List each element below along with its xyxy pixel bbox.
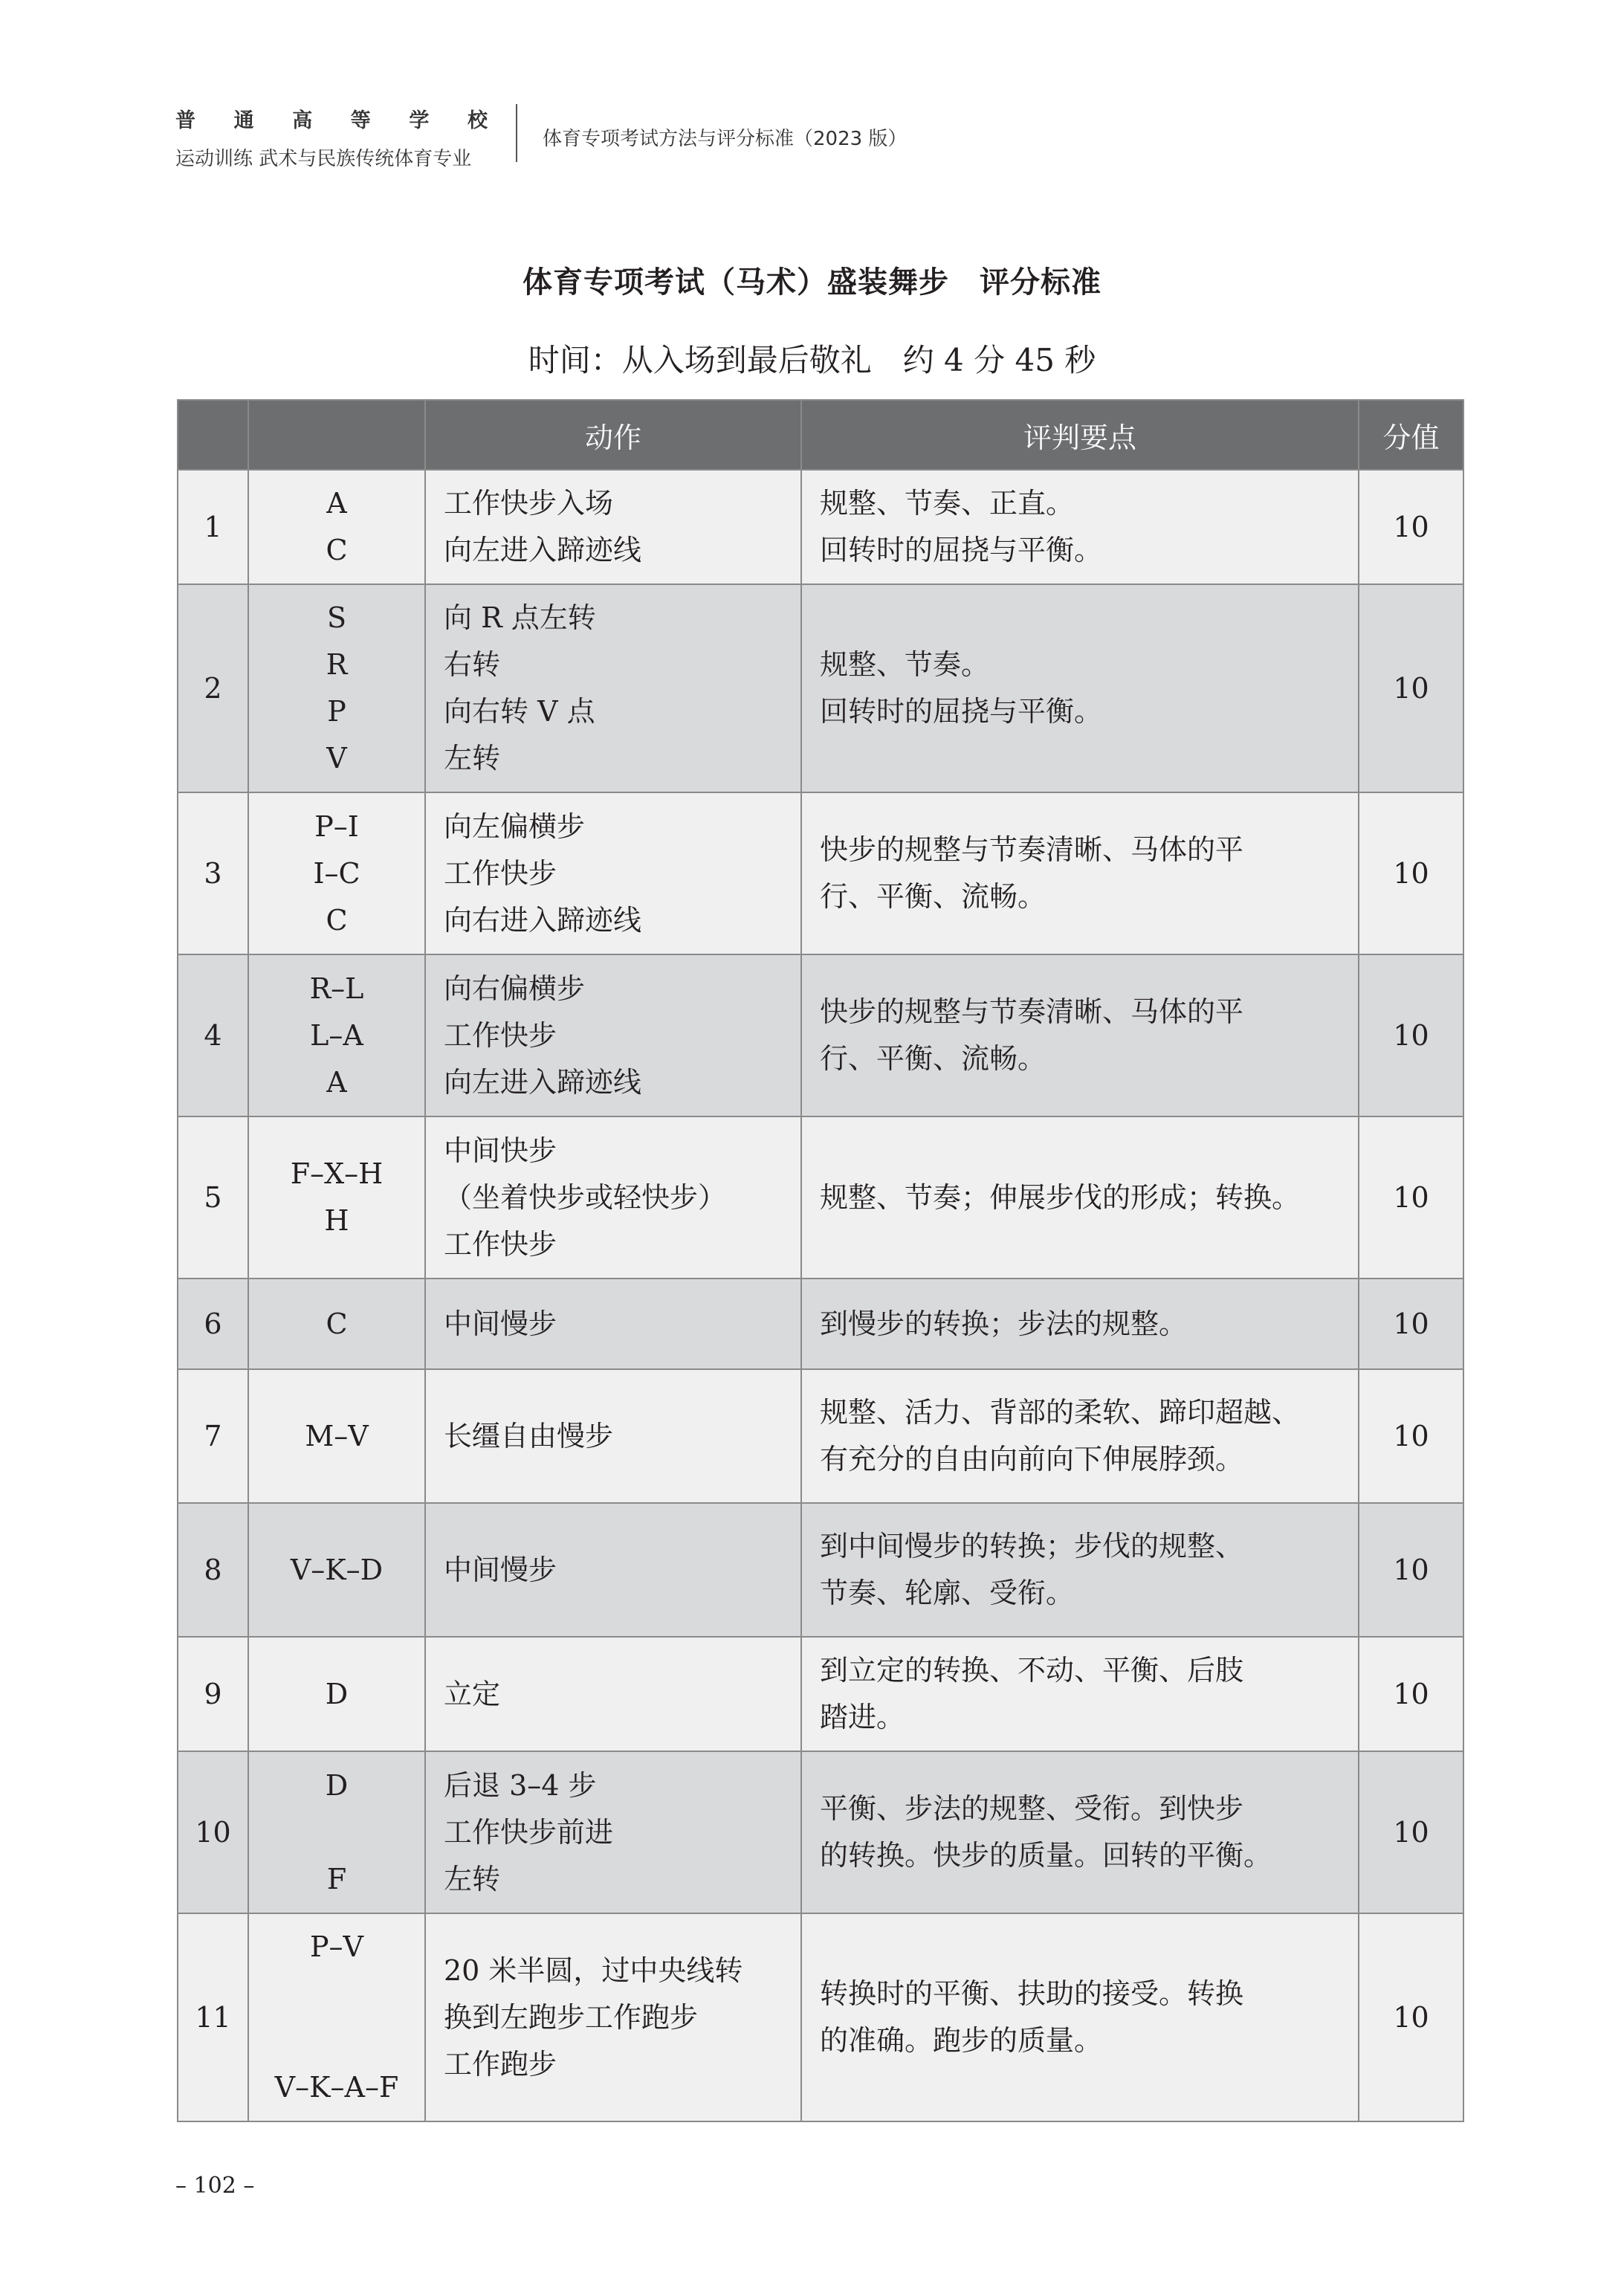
points-line bbox=[249, 2017, 424, 2064]
judging-criteria bbox=[801, 470, 1359, 584]
actions-line: 右转 bbox=[444, 648, 501, 681]
judging-criteria bbox=[801, 954, 1359, 1116]
arena-points bbox=[248, 792, 425, 954]
points-line: C bbox=[326, 534, 348, 566]
col-header-number bbox=[178, 400, 248, 470]
score-value: 10 bbox=[1359, 1751, 1463, 1913]
table-header-row bbox=[178, 400, 1463, 470]
criteria-line: 规整、节奏；伸展步伐的形成；转换。 bbox=[820, 1180, 1301, 1214]
actions-line: 向左进入蹄迹线 bbox=[444, 1065, 642, 1099]
criteria-line: 回转时的屈挠与平衡。 bbox=[820, 695, 1103, 728]
points-line: F bbox=[326, 1862, 347, 1895]
criteria-line: 有充分的自由向前向下伸展脖颈。 bbox=[820, 1443, 1244, 1475]
actions-line: 换到左跑步工作跑步 bbox=[444, 2000, 699, 2034]
actions-line: 长缰自由慢步 bbox=[444, 1419, 614, 1452]
points-line: L–A bbox=[310, 1018, 363, 1052]
table-row bbox=[178, 584, 1463, 792]
points-line: C bbox=[326, 903, 348, 937]
score-value: 10 bbox=[1359, 1637, 1463, 1751]
judging-criteria bbox=[801, 1751, 1359, 1913]
running-header-left bbox=[175, 104, 488, 171]
score-value: 10 bbox=[1359, 1503, 1463, 1637]
points-line: M–V bbox=[305, 1419, 369, 1452]
score-value: 10 bbox=[1359, 954, 1463, 1116]
actions-line: 向 R 点左转 bbox=[444, 601, 596, 634]
movement-actions bbox=[425, 954, 801, 1116]
judging-criteria bbox=[801, 1503, 1359, 1637]
criteria-line: 规整、节奏、正直。 bbox=[820, 487, 1075, 520]
table-row bbox=[178, 470, 1463, 584]
criteria-line: 规整、节奏。 bbox=[820, 648, 990, 681]
points-line: A bbox=[326, 1065, 347, 1099]
arena-points bbox=[248, 1503, 425, 1637]
arena-points bbox=[248, 954, 425, 1116]
actions-line: 向左进入蹄迹线 bbox=[444, 534, 642, 566]
criteria-line: 转换时的平衡、扶助的接受。转换 bbox=[820, 1977, 1244, 2010]
actions-line: （坐着快步或轻快步） bbox=[444, 1180, 727, 1214]
row-number: 4 bbox=[178, 954, 248, 1116]
judging-criteria bbox=[801, 584, 1359, 792]
movement-actions bbox=[425, 1503, 801, 1637]
actions-line: 工作快步 bbox=[444, 1227, 557, 1261]
row-number: 5 bbox=[178, 1116, 248, 1279]
score-value: 10 bbox=[1359, 1116, 1463, 1279]
criteria-line: 到立定的转换、不动、平衡、后肢 bbox=[820, 1654, 1244, 1687]
points-line: V–K–A–F bbox=[274, 2071, 399, 2104]
judging-criteria bbox=[801, 1116, 1359, 1279]
arena-points bbox=[248, 1116, 425, 1279]
row-number: 10 bbox=[178, 1751, 248, 1913]
actions-line: 立定 bbox=[444, 1677, 501, 1710]
table-row bbox=[178, 1751, 1463, 1913]
points-line: F–X–H bbox=[290, 1157, 384, 1190]
criteria-line: 行、平衡、流畅。 bbox=[820, 880, 1046, 913]
row-number: 3 bbox=[178, 792, 248, 954]
points-line: H bbox=[324, 1204, 349, 1237]
judging-criteria bbox=[801, 1369, 1359, 1503]
table-row bbox=[178, 1913, 1463, 2121]
actions-line: 向右转 V 点 bbox=[444, 695, 595, 728]
page-number: – 102 – bbox=[175, 2173, 255, 2199]
judging-criteria bbox=[801, 1637, 1359, 1751]
points-line: A bbox=[326, 487, 347, 520]
judging-criteria bbox=[801, 1913, 1359, 2121]
actions-line: 向右进入蹄迹线 bbox=[444, 903, 642, 937]
header-school-type: 普 通 高 等 学 校 bbox=[175, 109, 488, 132]
judging-criteria bbox=[801, 792, 1359, 954]
actions-line: 20 米半圆，过中央线转 bbox=[444, 1953, 743, 1987]
points-line: P–V bbox=[309, 1930, 363, 1963]
actions-line: 左转 bbox=[444, 1862, 501, 1895]
points-line: D bbox=[325, 1768, 349, 1802]
points-line: C bbox=[326, 1307, 348, 1340]
actions-line: 中间快步 bbox=[444, 1134, 557, 1167]
points-line bbox=[249, 1971, 424, 2017]
row-number: 2 bbox=[178, 584, 248, 792]
actions-line: 工作跑步 bbox=[444, 2047, 557, 2081]
arena-points bbox=[248, 1279, 425, 1369]
score-value: 10 bbox=[1359, 1913, 1463, 2121]
actions-line: 中间慢步 bbox=[444, 1553, 557, 1586]
table-row bbox=[178, 954, 1463, 1116]
points-line bbox=[249, 1809, 424, 1856]
criteria-line: 的转换。快步的质量。回转的平衡。 bbox=[820, 1839, 1272, 1872]
table-row bbox=[178, 1369, 1463, 1503]
row-number: 11 bbox=[178, 1913, 248, 2121]
score-value: 10 bbox=[1359, 470, 1463, 584]
criteria-line: 回转时的屈挠与平衡。 bbox=[820, 534, 1103, 566]
arena-points bbox=[248, 470, 425, 584]
criteria-line: 到中间慢步的转换；步伐的规整、 bbox=[820, 1530, 1244, 1562]
movement-actions bbox=[425, 1369, 801, 1503]
actions-line: 中间慢步 bbox=[444, 1307, 557, 1340]
row-number: 1 bbox=[178, 470, 248, 584]
actions-line: 工作快步入场 bbox=[444, 487, 614, 520]
table-row bbox=[178, 1503, 1463, 1637]
col-header-action: 动作 bbox=[425, 400, 801, 470]
criteria-line: 平衡、步法的规整、受衔。到快步 bbox=[820, 1792, 1244, 1825]
criteria-line: 快步的规整与节奏清晰、马体的平 bbox=[820, 833, 1244, 866]
score-value: 10 bbox=[1359, 792, 1463, 954]
actions-line: 工作快步 bbox=[444, 856, 557, 890]
score-value: 10 bbox=[1359, 1279, 1463, 1369]
criteria-line: 快步的规整与节奏清晰、马体的平 bbox=[820, 995, 1244, 1028]
table-body bbox=[178, 470, 1463, 2121]
arena-points bbox=[248, 1751, 425, 1913]
movement-actions bbox=[425, 1279, 801, 1369]
score-value: 10 bbox=[1359, 1369, 1463, 1503]
table-row bbox=[178, 1279, 1463, 1369]
actions-line: 后退 3–4 步 bbox=[444, 1768, 597, 1802]
points-line: P–I bbox=[314, 809, 359, 843]
movement-actions bbox=[425, 1116, 801, 1279]
actions-line: 工作快步 bbox=[444, 1018, 557, 1052]
criteria-line: 的准确。跑步的质量。 bbox=[820, 2024, 1103, 2057]
movement-actions bbox=[425, 584, 801, 792]
criteria-line: 踏进。 bbox=[820, 1701, 905, 1733]
arena-points bbox=[248, 1369, 425, 1503]
table-row bbox=[178, 792, 1463, 954]
table-row bbox=[178, 1637, 1463, 1751]
col-header-points bbox=[248, 400, 425, 470]
arena-points bbox=[248, 584, 425, 792]
arena-points bbox=[248, 1637, 425, 1751]
criteria-line: 规整、活力、背部的柔软、蹄印超越、 bbox=[820, 1396, 1301, 1429]
row-number: 8 bbox=[178, 1503, 248, 1637]
header-book-title: 体育专项考试方法与评分标准（2023 版） bbox=[543, 128, 908, 150]
score-value: 10 bbox=[1359, 584, 1463, 792]
movement-actions bbox=[425, 1637, 801, 1751]
points-line: D bbox=[325, 1677, 349, 1710]
movement-actions bbox=[425, 1913, 801, 2121]
page-title: 体育专项考试（马术）盛装舞步 评分标准 bbox=[523, 265, 1101, 300]
time-note: 时间：从入场到最后敬礼 约 4 分 45 秒 bbox=[528, 342, 1096, 378]
actions-line: 向右偏横步 bbox=[444, 972, 586, 1005]
movement-actions bbox=[425, 792, 801, 954]
actions-line: 向左偏横步 bbox=[444, 809, 586, 843]
col-header-score: 分值 bbox=[1359, 400, 1463, 470]
criteria-line: 到慢步的转换；步法的规整。 bbox=[820, 1307, 1188, 1340]
movement-actions bbox=[425, 470, 801, 584]
movement-actions bbox=[425, 1751, 801, 1913]
row-number: 6 bbox=[178, 1279, 248, 1369]
actions-line: 左转 bbox=[444, 742, 501, 775]
points-line: P bbox=[327, 695, 346, 728]
row-number: 7 bbox=[178, 1369, 248, 1503]
points-line: R bbox=[326, 648, 348, 681]
criteria-line: 行、平衡、流畅。 bbox=[820, 1042, 1046, 1075]
points-line: I–C bbox=[313, 856, 360, 890]
points-line: R–L bbox=[309, 972, 364, 1005]
actions-line: 工作快步前进 bbox=[444, 1815, 614, 1849]
header-divider bbox=[516, 104, 517, 162]
col-header-criteria: 评判要点 bbox=[801, 400, 1359, 470]
row-number: 9 bbox=[178, 1637, 248, 1751]
table-row bbox=[178, 1116, 1463, 1279]
header-major: 运动训练 武术与民族传统体育专业 bbox=[175, 148, 472, 170]
points-line: S bbox=[326, 601, 347, 634]
judging-criteria bbox=[801, 1279, 1359, 1369]
points-line: V bbox=[326, 742, 347, 775]
arena-points bbox=[248, 1913, 425, 2121]
criteria-line: 节奏、轮廓、受衔。 bbox=[820, 1577, 1075, 1609]
scoring-table bbox=[177, 399, 1464, 2122]
points-line: V–K–D bbox=[290, 1553, 384, 1586]
